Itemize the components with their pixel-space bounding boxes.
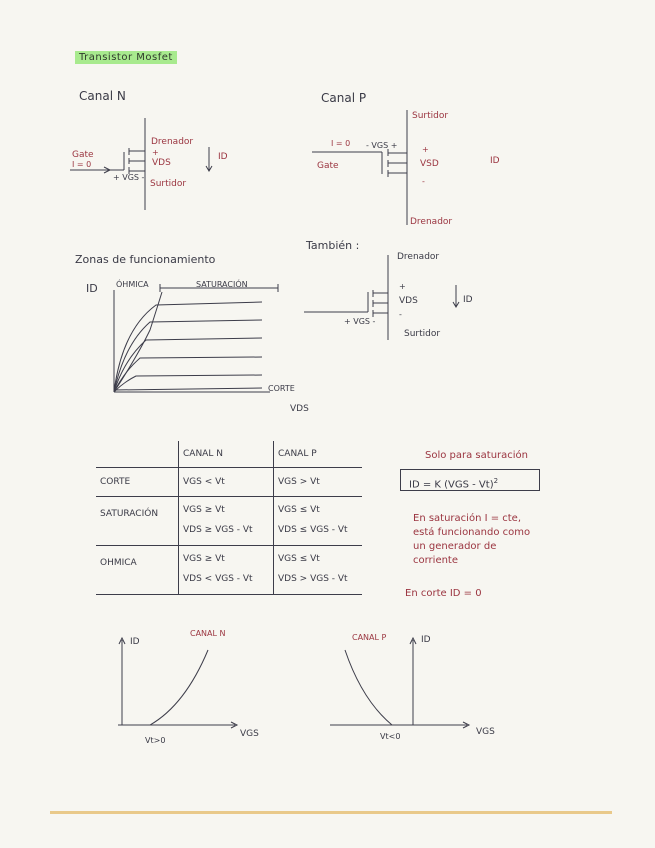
canal-n-id: ID: [218, 152, 228, 162]
zonas-ohmica-label: ÓHMICA: [116, 280, 149, 289]
solo-saturacion-note: Solo para saturación: [425, 450, 529, 461]
table-zone-ohmica: OHMICA: [96, 546, 179, 595]
graph-p-title: CANAL P: [352, 633, 387, 642]
canal-n-heading: Canal N: [79, 89, 126, 103]
canal-p-plus: +: [422, 145, 429, 154]
graph-n-y-label: ID: [130, 637, 140, 647]
note-line: un generador de: [413, 541, 497, 552]
table-cell-n: VGS < Vt: [179, 468, 274, 497]
table-cell-line: VGS ≥ Vt: [183, 554, 225, 564]
zonas-saturacion-label: SATURACIÓN: [196, 280, 248, 289]
tambien-heading: También :: [306, 239, 360, 252]
corte-note: En corte ID = 0: [405, 588, 482, 599]
canal-p-minus: -: [422, 177, 425, 186]
note-line: está funcionando como: [413, 527, 531, 538]
tambien-vgs: + VGS -: [344, 317, 376, 326]
canal-p-gate: Gate: [317, 161, 339, 171]
tambien-source: Surtidor: [404, 329, 441, 339]
graph-p-x-label: VGS: [476, 727, 495, 737]
formula-text: ID = K (VGS - Vt): [409, 479, 494, 491]
tambien-plus: +: [399, 282, 406, 291]
table-zone-saturacion: SATURACIÓN: [96, 497, 179, 546]
tambien-id: ID: [463, 295, 473, 305]
table-cell-line: VGS ≥ Vt: [183, 505, 225, 515]
graph-p-vt: Vt<0: [380, 732, 401, 741]
canal-n-drain: Drenador: [151, 137, 194, 147]
canal-n-source: Surtidor: [150, 179, 187, 189]
canal-p-gate-current: I = 0: [331, 139, 351, 148]
table-cell-p: VGS > Vt: [274, 468, 363, 497]
canal-p-heading: Canal P: [321, 91, 367, 105]
page-bottom-edge: [50, 811, 612, 814]
zonas-corte-label: CORTE: [268, 384, 295, 393]
canal-p-vsd: VSD: [420, 159, 439, 169]
note-line: corriente: [413, 555, 459, 566]
table-cell-line: VGS ≤ Vt: [278, 505, 320, 515]
canal-n-plus: +: [152, 148, 159, 157]
table-header-canal-p: CANAL P: [274, 441, 363, 468]
canal-n-vgs: + VGS -: [113, 173, 145, 182]
note-line: En saturación I = cte,: [413, 513, 522, 524]
table-cell-line: VDS > VGS - Vt: [278, 574, 348, 584]
table-zone-corte: CORTE: [96, 468, 179, 497]
canal-n-gate-current: I = 0: [72, 160, 92, 169]
table-cell-line: VDS < VGS - Vt: [183, 574, 253, 584]
canal-p-source: Surtidor: [412, 111, 449, 121]
canal-p-id: ID: [490, 156, 500, 166]
tambien-vds: VDS: [399, 296, 418, 306]
canal-p-drain: Drenador: [410, 217, 453, 227]
zonas-y-label: ID: [86, 282, 98, 295]
canal-n-gate-label: Gate: [72, 150, 94, 160]
table-cell-line: VDS ≥ VGS - Vt: [183, 525, 253, 535]
title-highlight: Transistor Mosfet: [75, 51, 177, 64]
graph-n-x-label: VGS: [240, 729, 259, 739]
table-header-canal-n: CANAL N: [179, 441, 274, 468]
zonas-x-label: VDS: [290, 404, 309, 414]
table-cell-line: VGS ≤ Vt: [278, 554, 320, 564]
tambien-drain: Drenador: [397, 252, 440, 262]
canal-p-vgs: - VGS +: [366, 141, 398, 150]
graph-p-y-label: ID: [421, 635, 431, 645]
formula-exponent: 2: [493, 477, 499, 485]
tambien-minus: -: [399, 310, 402, 319]
canal-n-vds: VDS: [152, 158, 171, 168]
table-cell-line: VDS ≤ VGS - Vt: [278, 525, 348, 535]
graph-n-vt: Vt>0: [145, 736, 166, 745]
zonas-heading: Zonas de funcionamiento: [75, 253, 216, 266]
graph-n-title: CANAL N: [190, 629, 226, 638]
